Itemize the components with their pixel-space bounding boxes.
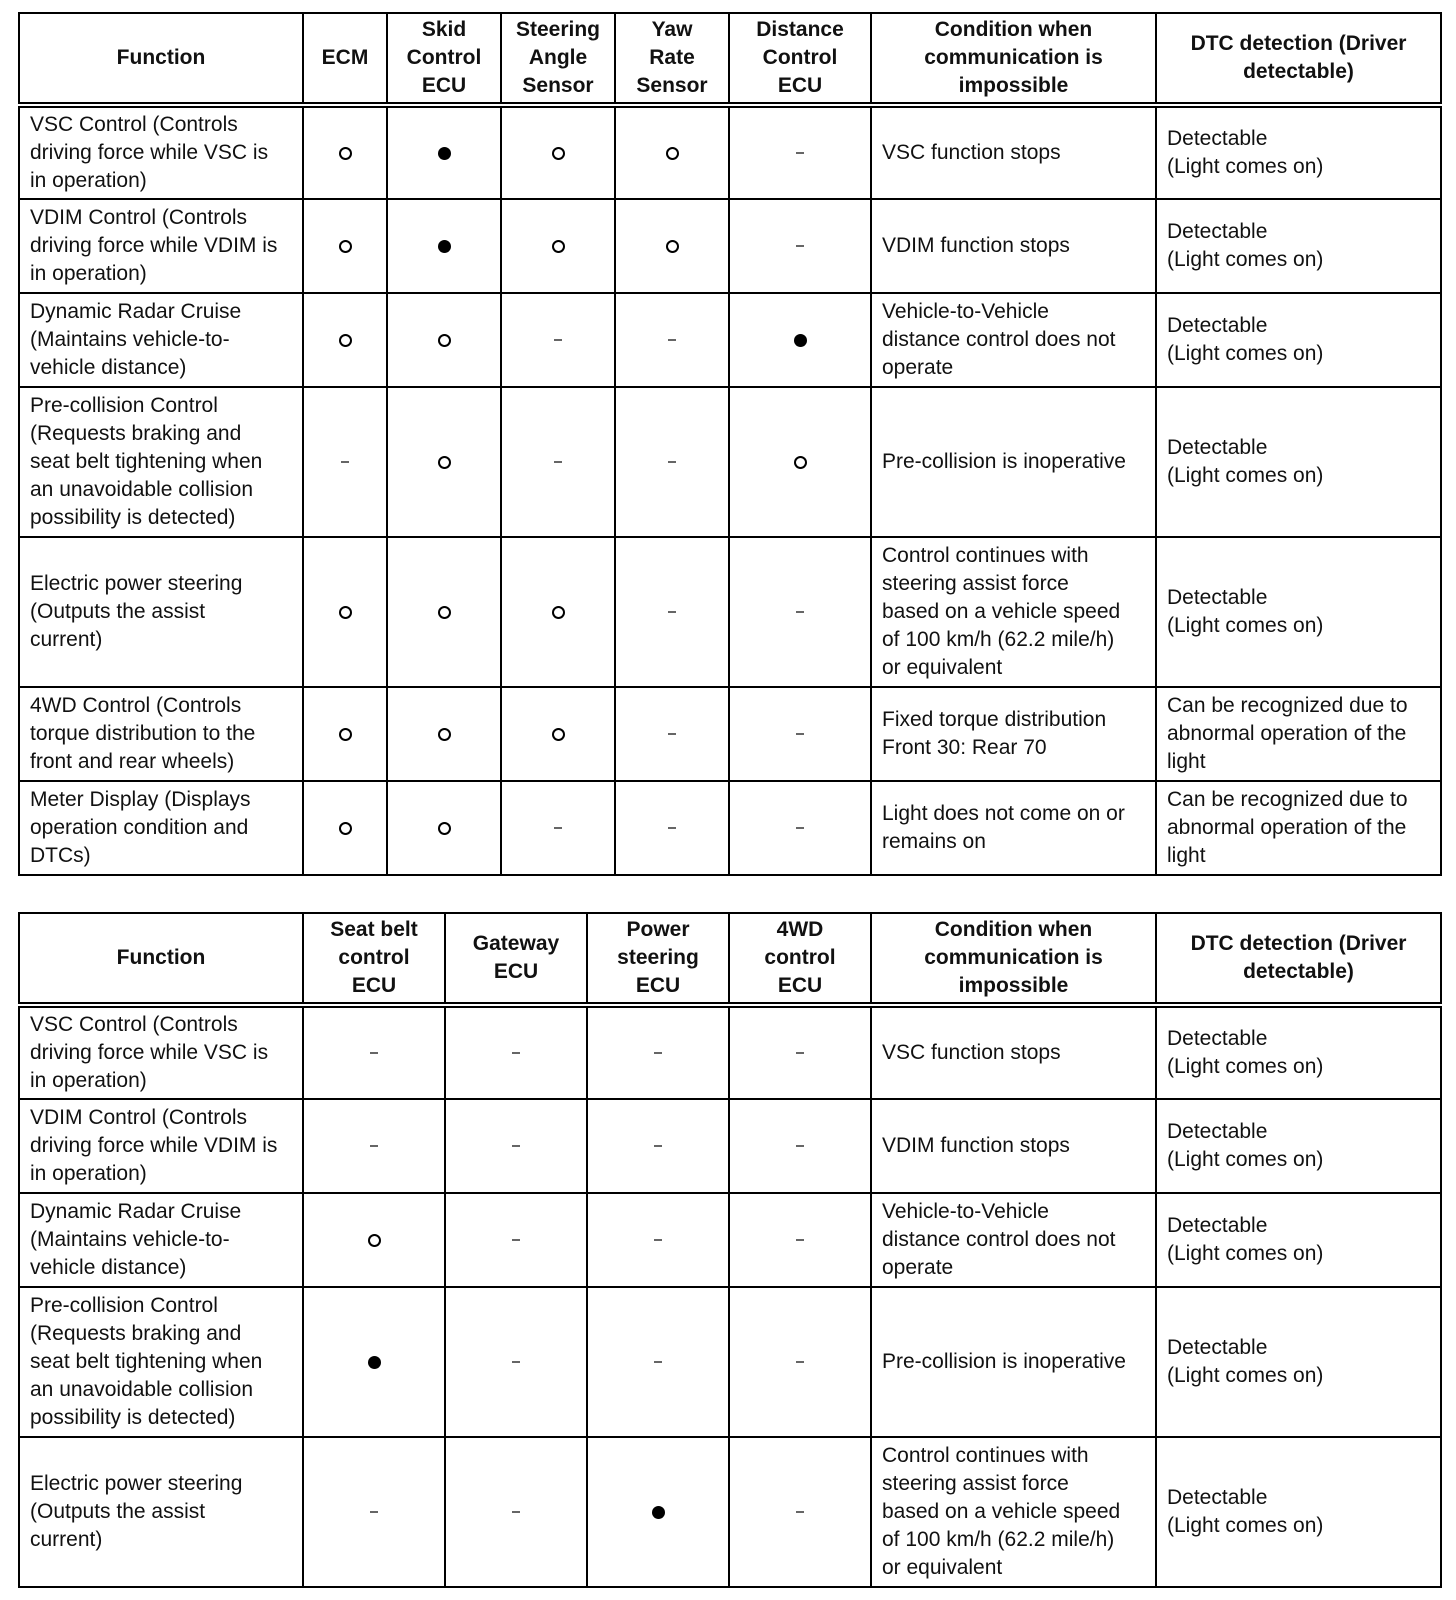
mark-cell — [445, 1005, 587, 1099]
dash-icon — [512, 1361, 520, 1363]
open-circle-icon — [552, 728, 565, 741]
column-header: ECM — [303, 13, 387, 105]
open-circle-icon — [666, 147, 679, 160]
mark-cell — [501, 781, 615, 875]
mark-cell — [729, 199, 871, 293]
open-circle-icon — [552, 240, 565, 253]
dash-icon — [654, 1361, 662, 1363]
dash-icon — [668, 339, 676, 341]
dtc-cell: Detectable (Light comes on) — [1156, 293, 1441, 387]
mark-cell — [501, 105, 615, 199]
column-header: Yaw Rate Sensor — [615, 13, 729, 105]
table-row — [19, 687, 1441, 781]
condition-cell: Light does not come on or remains on — [871, 781, 1156, 875]
column-header: Condition when communication is impossible — [871, 913, 1156, 1005]
dash-icon — [796, 1145, 804, 1147]
table-row — [19, 293, 1441, 387]
dash-icon — [554, 461, 562, 463]
dash-icon — [796, 733, 804, 735]
open-circle-icon — [438, 606, 451, 619]
dash-icon — [796, 152, 804, 154]
dash-icon — [668, 461, 676, 463]
function-cell: Electric power steering (Outputs the assist current) — [19, 537, 303, 687]
mark-cell — [303, 687, 387, 781]
open-circle-icon — [339, 334, 352, 347]
open-circle-icon — [339, 240, 352, 253]
ecu-function-table-2 — [18, 912, 1442, 1588]
dtc-cell: Detectable (Light comes on) — [1156, 105, 1441, 199]
table-row — [19, 387, 1441, 537]
condition-cell: Vehicle-to-Vehicle distance control does not operate — [871, 1193, 1156, 1287]
mark-cell — [729, 387, 871, 537]
dtc-cell: Detectable (Light comes on) — [1156, 1005, 1441, 1099]
condition-cell: VDIM function stops — [871, 199, 1156, 293]
function-cell: Electric power steering (Outputs the assist current) — [19, 1437, 303, 1587]
dash-icon — [796, 245, 804, 247]
table-row — [19, 1099, 1441, 1193]
function-cell: Pre-collision Control (Requests braking and seat belt tightening when an unavoidable collision possibility is detected) — [19, 1287, 303, 1437]
mark-cell — [303, 293, 387, 387]
dash-icon — [370, 1052, 378, 1054]
mark-cell — [387, 199, 501, 293]
dtc-cell: Detectable (Light comes on) — [1156, 1193, 1441, 1287]
dtc-cell: Detectable (Light comes on) — [1156, 1099, 1441, 1193]
dash-icon — [796, 611, 804, 613]
dash-icon — [654, 1239, 662, 1241]
open-circle-icon — [339, 728, 352, 741]
dtc-cell: Detectable (Light comes on) — [1156, 387, 1441, 537]
dash-icon — [668, 827, 676, 829]
function-cell: VSC Control (Controls driving force while VSC is in operation) — [19, 105, 303, 199]
open-circle-icon — [339, 606, 352, 619]
mark-cell — [729, 1099, 871, 1193]
table-body — [19, 105, 1441, 875]
dtc-cell: Detectable (Light comes on) — [1156, 1437, 1441, 1587]
column-header: Condition when communication is impossible — [871, 13, 1156, 105]
filled-circle-icon — [652, 1506, 665, 1519]
function-cell: VDIM Control (Controls driving force while VDIM is in operation) — [19, 199, 303, 293]
dash-icon — [796, 1361, 804, 1363]
table-row — [19, 537, 1441, 687]
mark-cell — [587, 1193, 729, 1287]
table-header-row — [19, 913, 1441, 1005]
column-header: Skid Control ECU — [387, 13, 501, 105]
table-body — [19, 1005, 1441, 1587]
column-header: Function — [19, 913, 303, 1005]
open-circle-icon — [438, 334, 451, 347]
mark-cell — [303, 199, 387, 293]
dash-icon — [370, 1511, 378, 1513]
mark-cell — [387, 687, 501, 781]
mark-cell — [729, 105, 871, 199]
mark-cell — [729, 1005, 871, 1099]
table-row — [19, 781, 1441, 875]
mark-cell — [445, 1287, 587, 1437]
column-header: Seat belt control ECU — [303, 913, 445, 1005]
condition-cell: VDIM function stops — [871, 1099, 1156, 1193]
mark-cell — [303, 1193, 445, 1287]
open-circle-icon — [794, 456, 807, 469]
mark-cell — [387, 387, 501, 537]
mark-cell — [729, 1193, 871, 1287]
mark-cell — [615, 687, 729, 781]
function-cell: Dynamic Radar Cruise (Maintains vehicle-to- vehicle distance) — [19, 1193, 303, 1287]
function-cell: Pre-collision Control (Requests braking and seat belt tightening when an unavoidable collision possibility is detected) — [19, 387, 303, 537]
dash-icon — [512, 1145, 520, 1147]
column-header: DTC detection (Driver detectable) — [1156, 913, 1441, 1005]
dash-icon — [668, 611, 676, 613]
mark-cell — [501, 387, 615, 537]
filled-circle-icon — [368, 1356, 381, 1369]
dtc-cell: Can be recognized due to abnormal operation of the light — [1156, 781, 1441, 875]
mark-cell — [387, 293, 501, 387]
dash-icon — [796, 827, 804, 829]
function-cell: Meter Display (Displays operation condition and DTCs) — [19, 781, 303, 875]
condition-cell: VSC function stops — [871, 105, 1156, 199]
mark-cell — [303, 1437, 445, 1587]
mark-cell — [729, 781, 871, 875]
dash-icon — [512, 1052, 520, 1054]
mark-cell — [501, 537, 615, 687]
condition-cell: Fixed torque distribution Front 30: Rear 70 — [871, 687, 1156, 781]
mark-cell — [587, 1099, 729, 1193]
open-circle-icon — [339, 147, 352, 160]
mark-cell — [615, 293, 729, 387]
dash-icon — [554, 339, 562, 341]
mark-cell — [303, 105, 387, 199]
dash-icon — [370, 1145, 378, 1147]
mark-cell — [387, 781, 501, 875]
dash-icon — [512, 1239, 520, 1241]
mark-cell — [501, 199, 615, 293]
dash-icon — [796, 1239, 804, 1241]
dash-icon — [796, 1052, 804, 1054]
open-circle-icon — [666, 240, 679, 253]
condition-cell: Control continues with steering assist force based on a vehicle speed of 100 km/h (62.2 mile/h) or equivalent — [871, 537, 1156, 687]
dash-icon — [654, 1052, 662, 1054]
dtc-cell: Detectable (Light comes on) — [1156, 537, 1441, 687]
mark-cell — [387, 105, 501, 199]
column-header: Power steering ECU — [587, 913, 729, 1005]
mark-cell — [729, 537, 871, 687]
mark-cell — [303, 1287, 445, 1437]
column-header: Function — [19, 13, 303, 105]
mark-cell — [387, 537, 501, 687]
dash-icon — [512, 1511, 520, 1513]
mark-cell — [615, 387, 729, 537]
mark-cell — [729, 1287, 871, 1437]
function-cell: Dynamic Radar Cruise (Maintains vehicle-to- vehicle distance) — [19, 293, 303, 387]
function-cell: VSC Control (Controls driving force while VSC is in operation) — [19, 1005, 303, 1099]
table-row — [19, 1287, 1441, 1437]
mark-cell — [587, 1287, 729, 1437]
ecu-function-table-1 — [18, 12, 1442, 876]
dash-icon — [554, 827, 562, 829]
open-circle-icon — [438, 456, 451, 469]
condition-cell: Pre-collision is inoperative — [871, 387, 1156, 537]
mark-cell — [303, 1005, 445, 1099]
mark-cell — [615, 105, 729, 199]
mark-cell — [729, 293, 871, 387]
function-cell: VDIM Control (Controls driving force while VDIM is in operation) — [19, 1099, 303, 1193]
dtc-cell: Detectable (Light comes on) — [1156, 199, 1441, 293]
dash-icon — [668, 733, 676, 735]
open-circle-icon — [552, 147, 565, 160]
open-circle-icon — [438, 822, 451, 835]
mark-cell — [303, 537, 387, 687]
mark-cell — [501, 687, 615, 781]
dtc-cell: Detectable (Light comes on) — [1156, 1287, 1441, 1437]
mark-cell — [445, 1437, 587, 1587]
mark-cell — [501, 293, 615, 387]
mark-cell — [445, 1099, 587, 1193]
column-header: 4WD control ECU — [729, 913, 871, 1005]
table-row — [19, 1437, 1441, 1587]
mark-cell — [303, 1099, 445, 1193]
column-header: DTC detection (Driver detectable) — [1156, 13, 1441, 105]
open-circle-icon — [438, 728, 451, 741]
mark-cell — [587, 1437, 729, 1587]
function-cell: 4WD Control (Controls torque distribution to the front and rear wheels) — [19, 687, 303, 781]
mark-cell — [615, 781, 729, 875]
table-row — [19, 1005, 1441, 1099]
mark-cell — [615, 537, 729, 687]
dash-icon — [796, 1511, 804, 1513]
mark-cell — [587, 1005, 729, 1099]
mark-cell — [615, 199, 729, 293]
dash-icon — [654, 1145, 662, 1147]
column-header: Gateway ECU — [445, 913, 587, 1005]
condition-cell: Control continues with steering assist force based on a vehicle speed of 100 km/h (62.2 mile/h) or equivalent — [871, 1437, 1156, 1587]
mark-cell — [729, 687, 871, 781]
filled-circle-icon — [794, 334, 807, 347]
column-header: Steering Angle Sensor — [501, 13, 615, 105]
mark-cell — [303, 781, 387, 875]
condition-cell: Pre-collision is inoperative — [871, 1287, 1156, 1437]
filled-circle-icon — [438, 147, 451, 160]
open-circle-icon — [552, 606, 565, 619]
mark-cell — [303, 387, 387, 537]
dtc-cell: Can be recognized due to abnormal operation of the light — [1156, 687, 1441, 781]
table-row — [19, 1193, 1441, 1287]
table-header-row — [19, 13, 1441, 105]
dash-icon — [341, 461, 349, 463]
mark-cell — [445, 1193, 587, 1287]
table-row — [19, 199, 1441, 293]
mark-cell — [729, 1437, 871, 1587]
open-circle-icon — [368, 1234, 381, 1247]
table-row — [19, 105, 1441, 199]
condition-cell: VSC function stops — [871, 1005, 1156, 1099]
condition-cell: Vehicle-to-Vehicle distance control does not operate — [871, 293, 1156, 387]
column-header: Distance Control ECU — [729, 13, 871, 105]
filled-circle-icon — [438, 240, 451, 253]
open-circle-icon — [339, 822, 352, 835]
